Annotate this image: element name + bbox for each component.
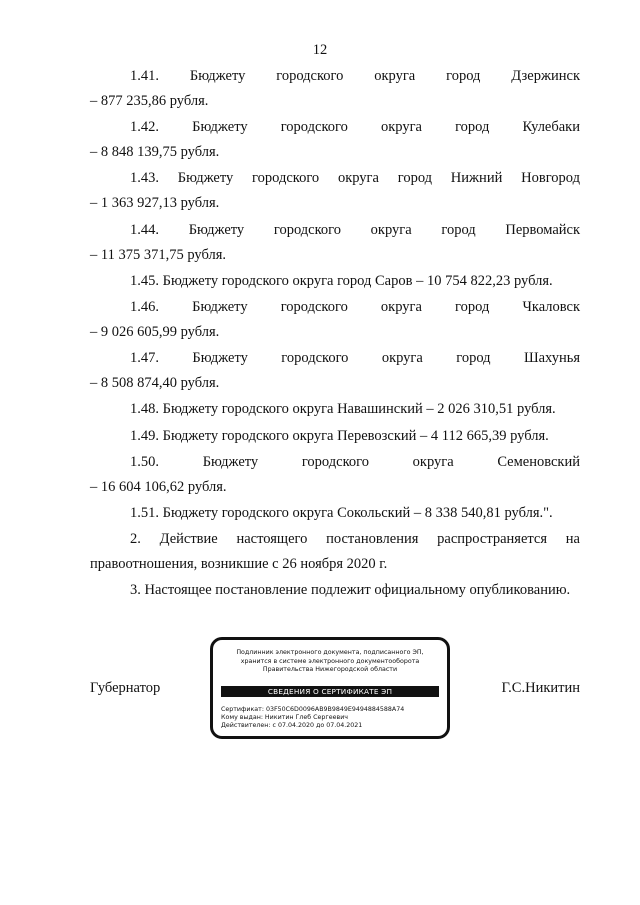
paragraph-1-41-amount: – 877 235,86 рубля. xyxy=(90,93,209,109)
stamp-title-bar: СВЕДЕНИЯ О СЕРТИФИКАТЕ ЭП xyxy=(221,686,439,697)
paragraph-1-42: 1.42. Бюджету городского округа город Кулебаки xyxy=(130,119,580,136)
paragraph-1-43: 1.43. Бюджету городского округа город Нижний Новгород xyxy=(130,170,580,187)
paragraph-1-51: 1.51. Бюджету городского округа Сокольский – 8 338 540,81 рубля.". xyxy=(130,504,553,521)
paragraph-1-43-amount: – 1 363 927,13 рубля. xyxy=(90,195,220,212)
paragraph-1-42-amount: – 8 848 139,75 рубля. xyxy=(90,144,220,161)
paragraph-1-48: 1.48. Бюджету городского округа Навашинский – 2 026 310,51 рубля. xyxy=(130,401,556,418)
stamp-details xyxy=(221,706,404,730)
paragraph-2: 2. Действие настоящего постановления распространяется на правоотношения, возникшие с 26 ноября 2020 г. xyxy=(90,531,580,573)
stamp-header-line: хранится в системе электронного документооборота xyxy=(240,657,420,665)
paragraph-1-50: 1.50. Бюджету городского округа Семеновский xyxy=(130,453,580,470)
signatory-position: Губернатор xyxy=(90,680,161,696)
paragraph-1-44-amount: – 11 375 371,75 рубля. xyxy=(90,246,227,263)
paragraph-1-46-amount: – 9 026 605,99 рубля. xyxy=(90,323,220,340)
paragraph-1-46: 1.46. Бюджету городского округа город Чкаловск xyxy=(130,298,580,315)
paragraph-1-44: 1.44. Бюджету городского округа город Первомайск xyxy=(130,221,580,238)
paragraph-1-50-amount: – 16 604 106,62 рубля. xyxy=(90,478,227,495)
stamp-header-line: Правительства Нижегородской области xyxy=(262,666,398,673)
certificate-owner: Кому выдан: Никитин Глеб Сергеевич xyxy=(221,714,349,721)
stamp-header-line: Подлинник электронного документа, подписанного ЭП, xyxy=(236,649,424,656)
paragraph-3: 3. Настоящее постановление подлежит официальному опубликованию. xyxy=(130,582,571,599)
paragraph-1-41: 1.41. Бюджету городского округа город Дзержинск xyxy=(130,68,580,84)
paragraph-1-45: 1.45. Бюджету городского округа город Саров – 10 754 822,23 рубля. xyxy=(130,272,553,289)
document-body xyxy=(90,64,580,604)
stamp-header xyxy=(213,649,447,675)
certificate-validity: Действителен: с 07.04.2020 до 07.04.2021 xyxy=(221,722,363,729)
paragraph-1-49: 1.49. Бюджету городского округа Перевозский – 4 112 665,39 рубля. xyxy=(130,427,549,444)
electronic-signature-stamp xyxy=(210,637,450,739)
page-number: 12 xyxy=(312,42,328,58)
paragraph-1-47: 1.47. Бюджету городского округа город Шахунья xyxy=(130,350,580,367)
signatory-name: Г.С.Никитин xyxy=(501,680,580,696)
paragraph-1-47-amount: – 8 508 874,40 рубля. xyxy=(90,375,220,392)
certificate-number: Сертификат: 03F50C6D0096AB9B9849E9494884588A74 xyxy=(221,706,405,713)
